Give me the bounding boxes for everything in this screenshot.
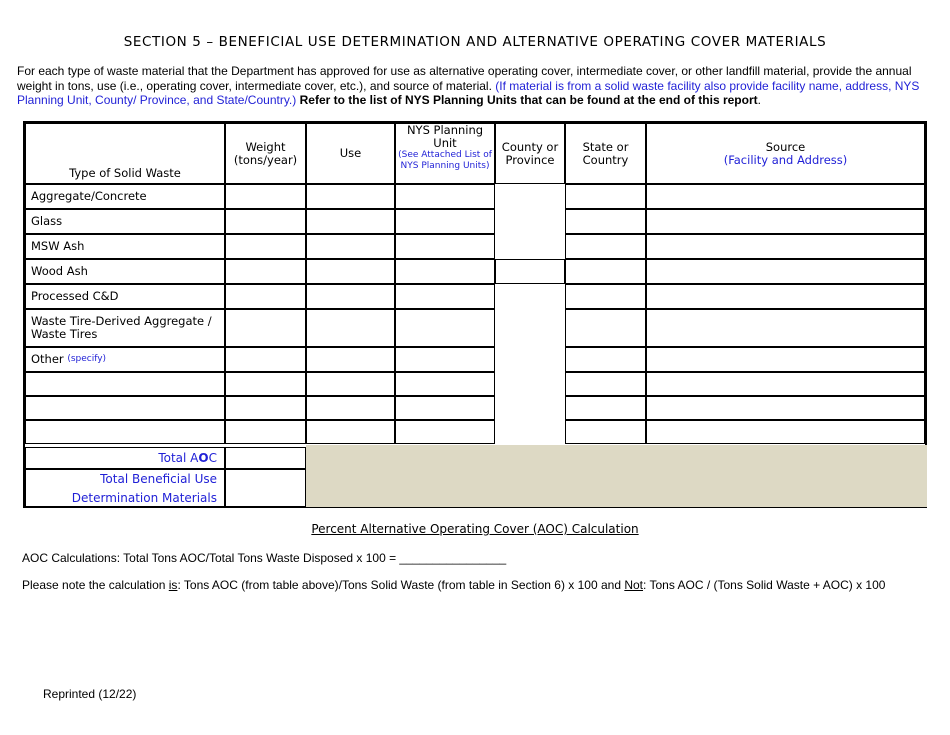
use-input[interactable] [306,396,395,420]
source-input[interactable] [646,347,925,372]
planning-unit-input[interactable] [395,396,495,420]
weight-input[interactable] [225,259,306,284]
state-input[interactable] [565,347,646,372]
row-label [25,259,225,284]
instructions: For each type of waste material that the Department has approved for use as alternative operating cover, intermediate cover, or other landfill material, provide the annual weight in tons, use (i.e., operating cover, intermediate cover, etc.), and source of material. (If material is from a solid waste facility also provide facility name, address, NYS Planning Unit, County/ Province, and State/Country.) Refer to the list of NYS Planning Units that can be found at the end of this report. [17,64,920,107]
use-input[interactable] [306,234,395,259]
weight-input[interactable] [225,284,306,309]
header-weight-label: Weight [245,139,286,154]
total-beneficial-use-label [25,469,225,507]
use-input[interactable] [306,209,395,234]
state-input[interactable] [565,309,646,347]
planning-units-reference: Refer to the list of NYS Planning Units that can be found at the end of this report [299,93,758,107]
weight-input[interactable] [225,309,306,347]
planning-unit-input[interactable] [395,184,495,209]
header-planning-note: (See Attached List of NYS Planning Units) [398,150,492,171]
note-text-end: : Tons AOC / (Tons Solid Waste + AOC) x 100 [643,578,886,592]
note-emphasis-not: Not [624,578,644,592]
state-input[interactable] [565,372,646,396]
row-label-blank[interactable] [25,420,225,444]
shaded-area [306,445,927,507]
total-aoc-input[interactable] [225,447,306,469]
state-input[interactable] [565,284,646,309]
header-use-label: Use [339,146,362,160]
source-input[interactable] [646,309,925,347]
state-input[interactable] [565,184,646,209]
header-use [306,123,395,184]
planning-unit-input[interactable] [395,284,495,309]
row-label-text: Wood Ash [31,264,88,278]
row-label-text: Glass [31,214,63,228]
header-state-label: State or [582,139,629,154]
use-input[interactable] [306,259,395,284]
total-bu-line-2: Determination Materials [71,491,217,505]
aoc-calculation-line[interactable]: AOC Calculations: Total Tons AOC/Total Tons Waste Disposed x 100 = ________________ [22,551,507,565]
total-aoc-text: Total A [158,451,199,465]
row-label [25,184,225,209]
row-label-text: MSW Ash [31,239,85,253]
row-label-text: Processed C&D [31,289,119,303]
use-input[interactable] [306,184,395,209]
planning-unit-input[interactable] [395,347,495,372]
header-state-label-2: Country [582,152,629,167]
row-label-blank[interactable] [25,396,225,420]
row-label-text: Other [31,352,64,366]
header-weight-unit: (tons/year) [233,152,298,167]
header-state [565,123,646,184]
source-input[interactable] [646,234,925,259]
percent-aoc-heading: Percent Alternative Operating Cover (AOC) Calculation [311,522,639,536]
header-county-label-2: Province [505,152,555,167]
use-input[interactable] [306,372,395,396]
note-text: Please note the calculation [22,578,169,592]
use-input[interactable] [306,284,395,309]
row-label-other [25,347,225,372]
total-bu-line-1: Total Beneficial Use [100,472,217,486]
use-input[interactable] [306,420,395,444]
note-text-mid: : Tons AOC (from table above)/Tons Solid Waste (from table in Section 6) x 100 and [177,578,625,592]
total-aoc-text-bold: O [198,451,209,465]
row-label-text: Waste Tire-Derived Aggregate / Waste Tires [31,314,212,341]
instructions-facility-note: (If material is from a solid waste facility also provide facility name, address, NYS Planning Unit, County/ Province, and State/Country.) [17,78,920,107]
row-label [25,234,225,259]
weight-input[interactable] [225,234,306,259]
state-input[interactable] [565,259,646,284]
planning-unit-input[interactable] [395,309,495,347]
use-input[interactable] [306,309,395,347]
row-label-blank[interactable] [25,372,225,396]
row-label-other-note: (specify) [67,354,107,364]
state-input[interactable] [565,420,646,444]
row-label [25,284,225,309]
header-type-label: Type of Solid Waste [69,166,181,180]
state-input[interactable] [565,396,646,420]
source-input[interactable] [646,184,925,209]
header-county-label: County or [501,139,559,154]
weight-input[interactable] [225,209,306,234]
header-source-label: Source [765,139,806,154]
use-input[interactable] [306,347,395,372]
planning-unit-input[interactable] [395,209,495,234]
weight-input[interactable] [225,420,306,444]
header-source [646,123,925,184]
header-planning-label: NYS Planning Unit [406,123,484,150]
calculation-note [22,578,885,592]
header-weight [225,123,306,184]
weight-input[interactable] [225,372,306,396]
reprint-date: Reprinted (12/22) [43,687,137,701]
planning-unit-input[interactable] [395,259,495,284]
source-input[interactable] [646,372,925,396]
header-county [495,123,565,184]
planning-unit-input[interactable] [395,420,495,444]
weight-input[interactable] [225,396,306,420]
total-aoc-label [25,447,225,469]
note-emphasis-is: is [168,578,178,592]
instructions-text: For each type of waste material that the Department has approved for use as alternative operating cover, intermediate cover, or other landfill material, provide the annual weight in tons, use (i.e., operating cover, intermediate cover, etc.), and source of material. [17,64,912,93]
source-input[interactable] [646,284,925,309]
section-title: SECTION 5 – BENEFICIAL USE DETERMINATION AND ALTERNATIVE OPERATING COVER MATERIALS [123,34,827,50]
row-label [25,209,225,234]
planning-unit-input[interactable] [395,372,495,396]
header-source-note: (Facility and Address) [723,152,848,167]
source-input[interactable] [646,396,925,420]
source-input[interactable] [646,420,925,444]
county-input[interactable] [495,259,565,284]
header-planning-unit [395,123,495,184]
weight-input[interactable] [225,347,306,372]
total-aoc-text-end: C [208,451,217,465]
header-type [25,123,225,184]
planning-unit-input[interactable] [395,234,495,259]
row-label-text: Aggregate/Concrete [31,189,147,203]
total-beneficial-use-input[interactable] [225,469,306,507]
source-input[interactable] [646,259,925,284]
row-label [25,309,225,347]
weight-input[interactable] [225,184,306,209]
state-input[interactable] [565,209,646,234]
source-input[interactable] [646,209,925,234]
state-input[interactable] [565,234,646,259]
